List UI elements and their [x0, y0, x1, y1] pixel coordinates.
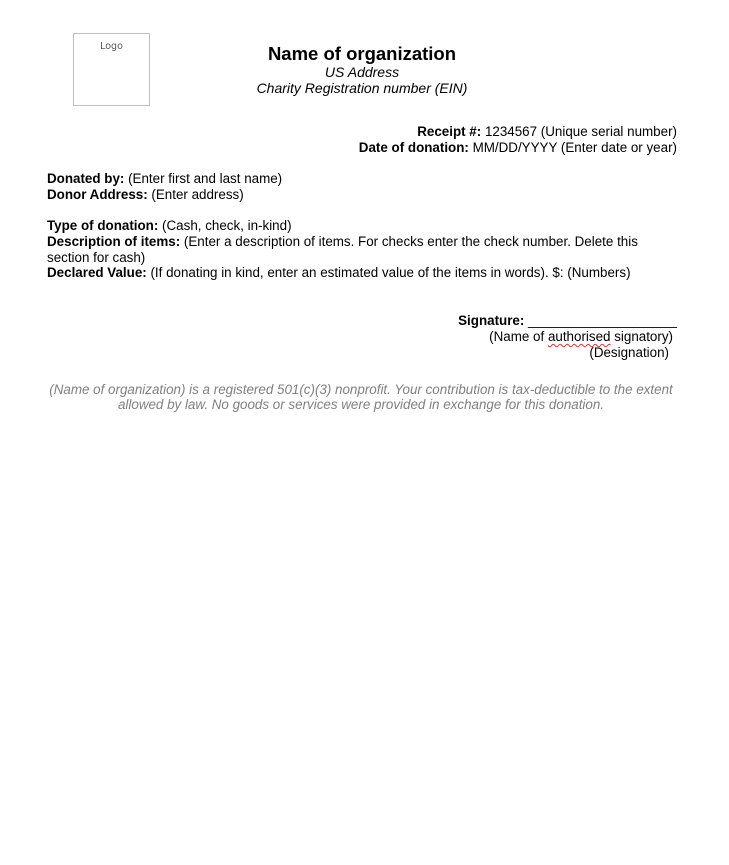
org-name: Name of organization — [267, 43, 457, 64]
donated-by-value: (Enter first and last name) — [124, 171, 283, 186]
signature-label: Signature: — [458, 313, 525, 328]
donor-address-value: (Enter address) — [147, 187, 244, 202]
declared-value — [47, 265, 631, 280]
description-of-items — [47, 234, 638, 249]
donation-date-label: Date of donation: — [358, 140, 469, 155]
donated-by-label: Donated by: — [47, 171, 125, 186]
tax-disclaimer: (Name of organization) is a registered 501(c)(3) nonprofit. Your contribution is tax-deductible to the extent allowed by law. No goods or services were provided in exchange for this donation. — [49, 382, 673, 412]
receipt-number-value: 1234567 (Unique serial number) — [481, 124, 677, 139]
donation-date — [359, 140, 677, 155]
description-label: Description of items: — [47, 234, 181, 249]
spellcheck-word: authorised — [547, 329, 611, 344]
receipt-number — [417, 124, 677, 139]
signatory-designation: (Designation) — [589, 345, 669, 360]
donation-type — [47, 218, 292, 233]
signatory-name-prefix: (Name of — [489, 329, 548, 344]
signature-line: ____________________ — [524, 313, 677, 328]
donation-date-value: MM/DD/YYYY (Enter date or year) — [468, 140, 677, 155]
org-address: US Address — [324, 64, 400, 80]
donation-type-value: (Cash, check, in-kind) — [158, 218, 292, 233]
signatory-name — [489, 329, 673, 344]
logo-label: Logo — [100, 41, 123, 52]
description-continued: section for cash) — [47, 250, 146, 265]
donated-by — [47, 171, 282, 186]
description-value: (Enter a description of items. For checks enter the check number. Delete this — [180, 234, 638, 249]
receipt-number-label: Receipt #: — [417, 124, 482, 139]
declared-value-text: (If donating in kind, enter an estimated value of the items in words). $: (Numbers) — [146, 265, 631, 280]
donor-address — [47, 187, 244, 202]
org-registration: Charity Registration number (EIN) — [256, 80, 468, 96]
signature — [458, 313, 677, 328]
donor-address-label: Donor Address: — [47, 187, 148, 202]
signatory-name-suffix: signatory) — [610, 329, 673, 344]
declared-value-label: Declared Value: — [47, 265, 147, 280]
donation-type-label: Type of donation: — [47, 218, 159, 233]
logo-placeholder — [73, 33, 150, 106]
